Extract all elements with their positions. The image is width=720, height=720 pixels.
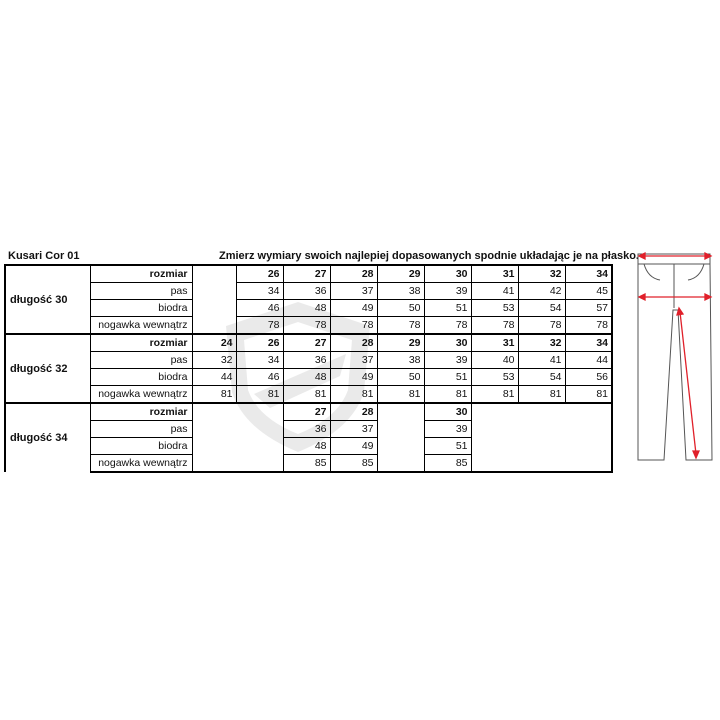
table-row (5, 421, 612, 438)
measurement-cell (471, 421, 518, 438)
size-header-cell (192, 265, 236, 283)
measurement-cell: 81 (283, 386, 330, 404)
measurement-cell: 34 (236, 352, 283, 369)
measurement-cell: 41 (518, 352, 565, 369)
size-header-cell (377, 403, 424, 421)
measurement-cell: 45 (565, 283, 612, 300)
row-label: biodra (90, 438, 192, 455)
measurement-cell: 38 (377, 352, 424, 369)
measurement-cell: 49 (330, 369, 377, 386)
measurement-cell: 37 (330, 283, 377, 300)
measurement-cell (192, 317, 236, 335)
length-group-label: długość 30 (5, 265, 90, 334)
row-label: biodra (90, 369, 192, 386)
measurement-cell (192, 283, 236, 300)
measurement-cell: 36 (283, 283, 330, 300)
row-label: rozmiar (90, 334, 192, 352)
measurement-cell (236, 455, 283, 473)
table-row (5, 438, 612, 455)
table-row (5, 455, 612, 473)
table-row (5, 283, 612, 300)
size-header-cell: 26 (236, 334, 283, 352)
size-header-cell: 32 (518, 334, 565, 352)
measurement-cell: 48 (283, 369, 330, 386)
measurement-cell (471, 438, 518, 455)
size-header-cell: 30 (424, 334, 471, 352)
measurement-cell: 41 (471, 283, 518, 300)
size-header-cell: 24 (192, 334, 236, 352)
row-label: pas (90, 421, 192, 438)
size-header-cell (565, 403, 612, 421)
table-row (5, 317, 612, 335)
size-header-cell: 27 (283, 265, 330, 283)
measurement-cell: 56 (565, 369, 612, 386)
measurement-cell: 37 (330, 421, 377, 438)
size-header-cell: 29 (377, 334, 424, 352)
table-row (5, 369, 612, 386)
measurement-cell: 81 (236, 386, 283, 404)
size-header-cell: 30 (424, 265, 471, 283)
row-label: nogawka wewnątrz (90, 317, 192, 335)
measurement-cell (377, 455, 424, 473)
row-label: pas (90, 283, 192, 300)
measurement-cell: 50 (377, 369, 424, 386)
measurement-cell (518, 421, 565, 438)
measurement-cell: 78 (471, 317, 518, 335)
measurement-cell: 54 (518, 300, 565, 317)
row-label: pas (90, 352, 192, 369)
chart-title: Kusari Cor 01 (8, 250, 80, 262)
measurement-cell: 46 (236, 300, 283, 317)
measurement-cell: 39 (424, 352, 471, 369)
measurement-cell (471, 455, 518, 473)
size-chart-table (4, 264, 613, 473)
measurement-cell: 50 (377, 300, 424, 317)
measurement-cell: 37 (330, 352, 377, 369)
row-label: rozmiar (90, 403, 192, 421)
inseam-arrow-icon (677, 308, 699, 458)
table-row (5, 403, 612, 421)
table-row (5, 300, 612, 317)
row-label: nogawka wewnątrz (90, 386, 192, 404)
measurement-cell (236, 421, 283, 438)
measurement-cell: 49 (330, 300, 377, 317)
measurement-cell: 48 (283, 438, 330, 455)
measurement-cell: 78 (330, 317, 377, 335)
measuring-instruction: Zmierz wymiary swoich najlepiej dopasowanych spodnie układając je na płasko. (219, 250, 639, 262)
measurement-cell: 39 (424, 283, 471, 300)
measurement-cell: 44 (565, 352, 612, 369)
measurement-cell: 78 (283, 317, 330, 335)
size-header-cell: 27 (283, 403, 330, 421)
measurement-cell: 46 (236, 369, 283, 386)
size-header-cell: 26 (236, 265, 283, 283)
measurement-cell: 78 (424, 317, 471, 335)
length-group-label: długość 34 (5, 403, 90, 472)
row-label: rozmiar (90, 265, 192, 283)
size-header-cell: 28 (330, 403, 377, 421)
trousers-outline-icon (638, 254, 712, 460)
table-row (5, 352, 612, 369)
measurement-cell: 85 (424, 455, 471, 473)
measurement-cell: 51 (424, 369, 471, 386)
measurement-cell: 85 (283, 455, 330, 473)
measurement-cell: 53 (471, 300, 518, 317)
measurement-cell (565, 438, 612, 455)
measurement-cell (518, 438, 565, 455)
measurement-cell: 81 (377, 386, 424, 404)
measurement-cell: 85 (330, 455, 377, 473)
measurement-cell: 34 (236, 283, 283, 300)
measurement-cell: 81 (330, 386, 377, 404)
measurement-cell: 32 (192, 352, 236, 369)
measurement-cell (192, 421, 236, 438)
measurement-cell (192, 438, 236, 455)
measurement-cell: 42 (518, 283, 565, 300)
measurement-cell (518, 455, 565, 473)
measurement-cell (236, 438, 283, 455)
measurement-cell: 57 (565, 300, 612, 317)
measurement-cell: 81 (565, 386, 612, 404)
size-header-cell (192, 403, 236, 421)
size-header-cell: 28 (330, 265, 377, 283)
size-header-cell: 34 (565, 334, 612, 352)
size-header-cell: 34 (565, 265, 612, 283)
size-header-cell (236, 403, 283, 421)
measurement-cell: 81 (192, 386, 236, 404)
measurement-cell (565, 421, 612, 438)
measurement-cell (377, 438, 424, 455)
size-header-cell: 30 (424, 403, 471, 421)
measurement-cell: 51 (424, 438, 471, 455)
size-header-cell: 32 (518, 265, 565, 283)
measurement-cell: 48 (283, 300, 330, 317)
measurement-cell: 53 (471, 369, 518, 386)
size-header-cell: 28 (330, 334, 377, 352)
size-header-cell: 27 (283, 334, 330, 352)
measurement-cell: 81 (424, 386, 471, 404)
size-header-cell: 29 (377, 265, 424, 283)
measurement-cell: 81 (518, 386, 565, 404)
measurement-cell: 38 (377, 283, 424, 300)
size-header-cell: 31 (471, 265, 518, 283)
measurement-cell: 51 (424, 300, 471, 317)
size-header-cell (518, 403, 565, 421)
table-row (5, 334, 612, 352)
measurement-cell (565, 455, 612, 473)
measurement-cell: 44 (192, 369, 236, 386)
measurement-cell (192, 300, 236, 317)
size-header-cell (471, 403, 518, 421)
length-group-label: długość 32 (5, 334, 90, 403)
measurement-cell: 78 (565, 317, 612, 335)
measurement-cell: 78 (518, 317, 565, 335)
measurement-cell: 36 (283, 352, 330, 369)
measurement-cell: 39 (424, 421, 471, 438)
measurement-cell: 78 (377, 317, 424, 335)
table-row (5, 386, 612, 404)
row-label: nogawka wewnątrz (90, 455, 192, 473)
measurement-cell: 36 (283, 421, 330, 438)
measurement-cell: 78 (236, 317, 283, 335)
measurement-cell (192, 455, 236, 473)
measurement-cell (377, 421, 424, 438)
measurement-cell: 40 (471, 352, 518, 369)
hips-arrow-icon (639, 294, 711, 300)
table-row (5, 265, 612, 283)
measurement-cell: 81 (471, 386, 518, 404)
row-label: biodra (90, 300, 192, 317)
trousers-diagram (630, 250, 720, 466)
size-header-cell: 31 (471, 334, 518, 352)
measurement-cell: 49 (330, 438, 377, 455)
measurement-cell: 54 (518, 369, 565, 386)
